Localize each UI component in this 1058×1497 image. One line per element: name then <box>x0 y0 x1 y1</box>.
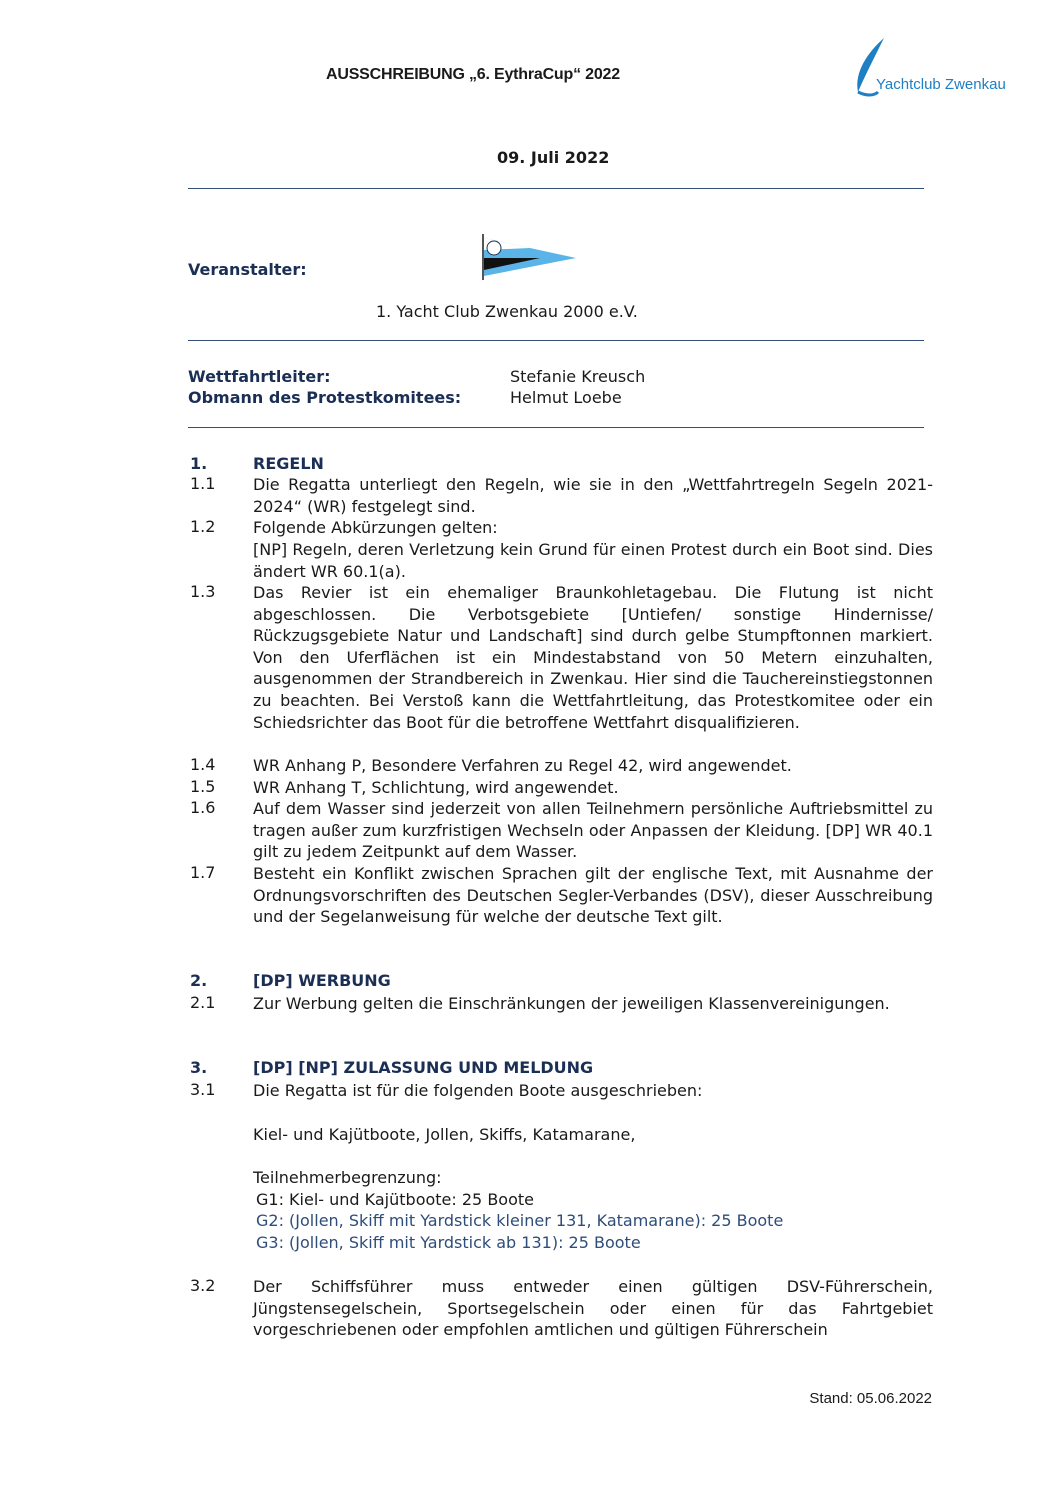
section-3-number: 3. <box>190 1058 208 1077</box>
item-number: 1.4 <box>190 755 216 774</box>
item-text: Die Regatta ist für die folgenden Boote ausgeschrieben: <box>253 1081 703 1100</box>
section-2-title: [DP] WERBUNG <box>253 971 391 990</box>
item-number: 3.2 <box>190 1276 216 1295</box>
organizer-label: Veranstalter: <box>188 260 307 279</box>
group-g3: G3: (Jollen, Skiff mit Yardstick ab 131): 25 Boote <box>256 1233 641 1252</box>
item-text: WR Anhang T, Schlichtung, wird angewendet. <box>253 778 619 797</box>
section-1-title: REGELN <box>253 454 324 473</box>
group-g1: G1: Kiel- und Kajütboote: 25 Boote <box>256 1190 534 1209</box>
participant-limit-label: Teilnehmerbegrenzung: <box>253 1168 442 1187</box>
item-number: 1.3 <box>190 582 216 601</box>
item-text: Folgende Abkürzungen gelten: <box>253 518 498 537</box>
protest-chair-name: Helmut Loebe <box>510 388 622 407</box>
item-number: 1.5 <box>190 777 216 796</box>
document-title: AUSSCHREIBUNG „6. EythraCup“ 2022 <box>326 66 620 83</box>
organizer-name: 1. Yacht Club Zwenkau 2000 e.V. <box>376 302 638 321</box>
divider <box>188 340 924 341</box>
document-status-date: Stand: 05.06.2022 <box>809 1390 932 1407</box>
protest-chair-label: Obmann des Protestkomitees: <box>188 388 462 407</box>
item-text: Das Revier ist ein ehemaliger Braunkohletagebau. Die Flutung ist nicht abgeschlossen. Die Verbotsgebiete [Untiefen/ sonstige Hindernisse/ Rückzugsgebiete Natur und Landschaft] sind durch gelbe Stumpftonnen markiert. Von den Uferflächen ist ein Mindestabstand von 50 Metern einzuhalten, ausgenommen der Strandbereich in Zwenkau. Hier sind die Tauchereinstiegstonnen zu beachten. Bei Verstoß kann die Wettfahrtleitung, das Protestkomitee oder ein Schiedsrichter das Boot für die betroffene Wettfahrt disqualifizieren. <box>253 583 933 732</box>
group-g2: G2: (Jollen, Skiff mit Yardstick kleiner 131, Katamarane): 25 Boote <box>256 1211 784 1230</box>
section-1-number: 1. <box>190 454 208 473</box>
section-2-number: 2. <box>190 971 208 990</box>
logo-text: Yachtclub Zwenkau <box>876 76 1006 93</box>
event-date: 09. Juli 2022 <box>497 148 610 167</box>
item-number: 1.7 <box>190 863 216 882</box>
race-officer-name: Stefanie Kreusch <box>510 367 646 386</box>
item-text: Der Schiffsführer muss entweder einen gültigen DSV-Führerschein, Jüngstensegelschein, Sportsegelschein oder einen für das Fahrtgebiet vorgeschriebenen oder empfohlen amtlichen und gültigen Führerschein <box>253 1277 933 1340</box>
race-officer-label: Wettfahrtleiter: <box>188 367 331 386</box>
boat-types: Kiel- und Kajütboote, Jollen, Skiffs, Katamarane, <box>253 1125 636 1144</box>
item-number: 1.1 <box>190 474 216 493</box>
item-text: [NP] Regeln, deren Verletzung kein Grund für einen Protest durch ein Boot sind. Dies ändert WR 60.1(a). <box>253 540 933 581</box>
divider <box>188 188 924 189</box>
section-3-title: [DP] [NP] ZULASSUNG UND MELDUNG <box>253 1058 594 1077</box>
item-number: 2.1 <box>190 993 216 1012</box>
club-pennant-icon <box>480 234 580 280</box>
divider <box>188 427 924 428</box>
item-text: Auf dem Wasser sind jederzeit von allen Teilnehmern persönliche Auftriebsmittel zu tragen außer zum kurzfristigen Wechseln oder Anpassen der Kleidung. [DP] WR 40.1 gilt zu jedem Zeitpunkt auf dem Wasser. <box>253 799 933 862</box>
item-number: 1.6 <box>190 798 216 817</box>
item-number: 3.1 <box>190 1080 216 1099</box>
item-text: WR Anhang P, Besondere Verfahren zu Regel 42, wird angewendet. <box>253 756 792 775</box>
item-number: 1.2 <box>190 517 216 536</box>
item-text: Zur Werbung gelten die Einschränkungen der jeweiligen Klassenvereinigungen. <box>253 994 890 1013</box>
item-text: Die Regatta unterliegt den Regeln, wie sie in den „Wettfahrtregeln Segeln 2021-2024“ (WR) festgelegt sind. <box>253 475 933 516</box>
item-text: Besteht ein Konflikt zwischen Sprachen gilt der englische Text, mit Ausnahme der Ordnungsvorschriften des Deutschen Segler-Verbandes (DSV), dieser Ausschreibung und der Segelanweisung für welche der deutsche Text gilt. <box>253 864 933 927</box>
